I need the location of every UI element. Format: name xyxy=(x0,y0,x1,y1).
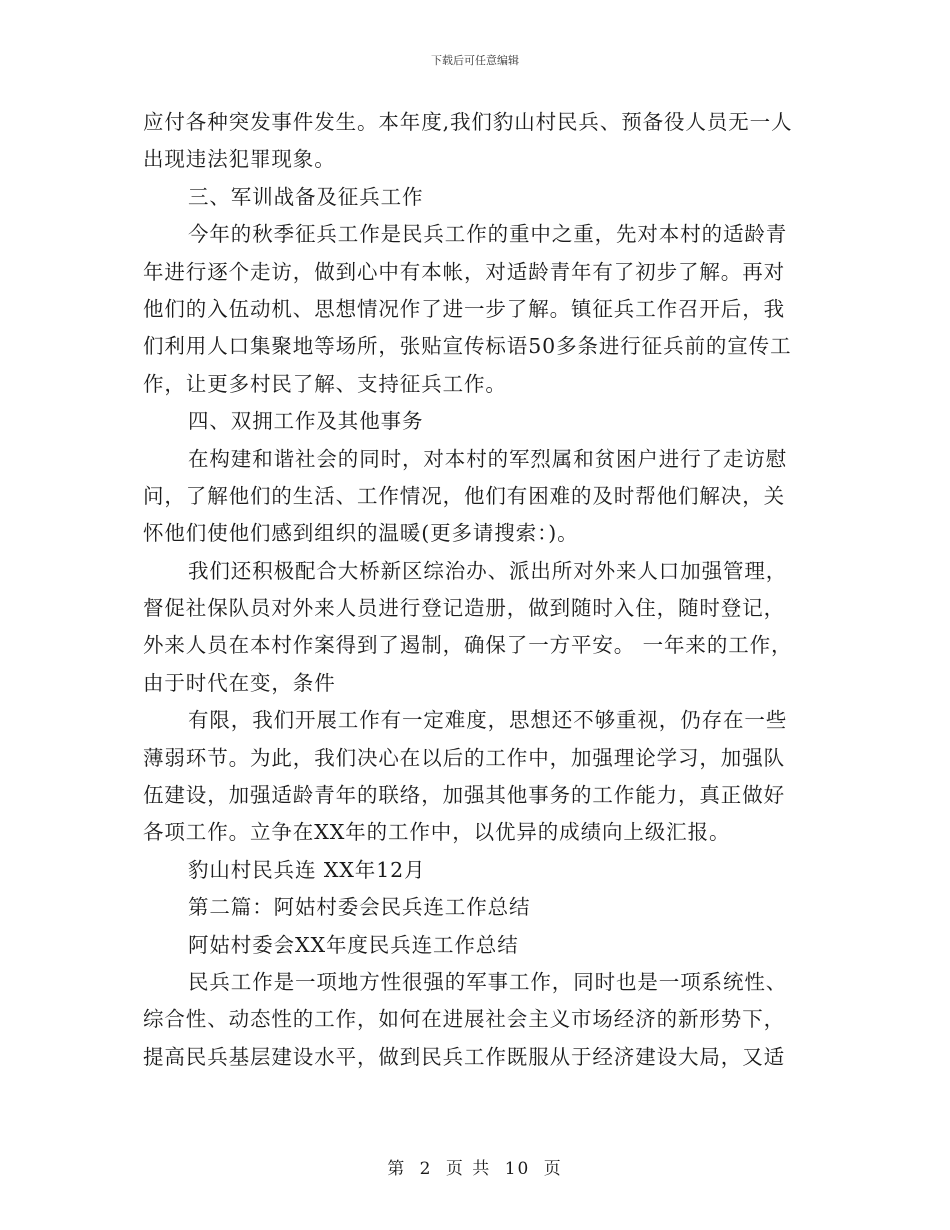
footer-suffix: 页 xyxy=(543,1159,563,1179)
text-line: 提高民兵基层建设水平，做到民兵工作既服从于经济建设大局，又适 xyxy=(143,1044,785,1069)
text-line: 我们还积极配合大桥新区综治办、派出所对外来人口加强管理， xyxy=(188,558,788,583)
text-line: 年进行逐个走访，做到心中有本帐，对适龄青年有了初步了解。再对 xyxy=(143,259,785,284)
text-line: 第二篇：阿姑村委会民兵连工作总结 xyxy=(188,895,531,920)
text-line: 民兵工作是一项地方性很强的军事工作，同时也是一项系统性、 xyxy=(188,969,788,994)
page-header: 下载后可任意编辑 xyxy=(431,54,519,67)
text-line: 作，让更多村民了解、支持征兵工作。 xyxy=(143,371,507,396)
footer-middle: 页 共 xyxy=(445,1159,492,1179)
text-line: 督促社保队员对外来人员进行登记造册，做到随时入住，随时登记， xyxy=(143,596,785,621)
text-line: 今年的秋季征兵工作是民兵工作的重中之重，先对本村的适龄青 xyxy=(188,222,788,247)
text-line: 在构建和谐社会的同时，对本村的军烈属和贫困户进行了走访慰 xyxy=(188,446,788,471)
text-line: 薄弱环节。为此，我们决心在以后的工作中，加强理论学习，加强队 xyxy=(143,745,785,770)
text-line: 问，了解他们的生活、工作情况，他们有困难的及时帮他们解决，关 xyxy=(143,483,785,508)
text-line: 们利用人口集聚地等场所，张贴宣传标语50多条进行征兵前的宣传工 xyxy=(143,334,792,359)
text-line: 他们的入伍动机、思想情况作了进一步了解。镇征兵工作召开后，我 xyxy=(143,296,785,321)
text-line: 四、双拥工作及其他事务 xyxy=(188,409,424,434)
text-line: 应付各种突发事件发生。本年度,我们豹山村民兵、预备役人员无一人 xyxy=(143,110,793,134)
text-line: 豹山村民兵连 XX年12月 xyxy=(188,857,426,882)
page-footer xyxy=(0,1154,950,1179)
text-line: 阿姑村委会XX年度民兵连工作总结 xyxy=(188,932,519,957)
total-page-count: 10 xyxy=(504,1159,531,1179)
text-line: 出现违法犯罪现象。 xyxy=(143,147,336,172)
document-body xyxy=(143,104,805,1076)
current-page-number: 2 xyxy=(419,1159,433,1179)
footer-prefix: 第 xyxy=(387,1159,407,1179)
text-line: 外来人员在本村作案得到了遏制，确保了一方平安。 一年来的工作， xyxy=(143,633,793,658)
text-line: 有限，我们开展工作有一定难度，思想还不够重视，仍存在一些 xyxy=(188,708,788,733)
text-line: 各项工作。立争在XX年的工作中，以优异的成绩向上级汇报。 xyxy=(143,820,731,845)
text-line: 怀他们使他们感到组织的温暖(更多请搜索：)。 xyxy=(143,521,579,546)
text-line: 伍建设，加强适龄青年的联络，加强其他事务的工作能力，真正做好 xyxy=(143,783,785,808)
text-line: 由于时代在变，条件 xyxy=(143,670,336,695)
text-line: 三、军训战备及征兵工作 xyxy=(188,184,424,209)
text-line: 综合性、动态性的工作，如何在进展社会主义市场经济的新形势下， xyxy=(143,1007,785,1032)
